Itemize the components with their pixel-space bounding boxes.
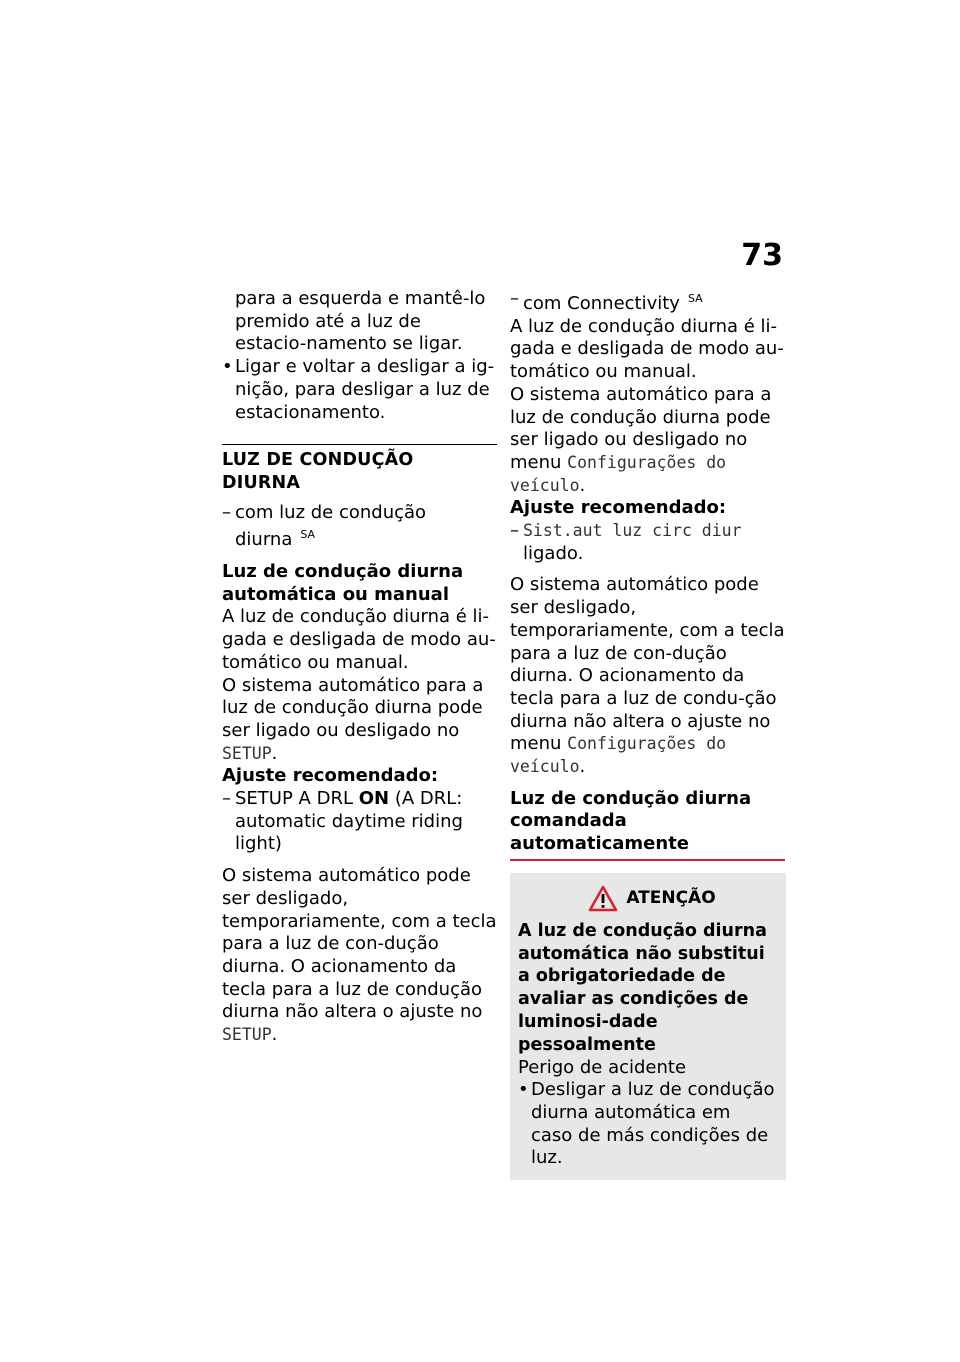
warning-title: ATENÇÃO	[518, 885, 776, 912]
warning-triangle-icon	[588, 885, 618, 912]
right-column	[510, 288, 785, 1180]
paragraph: A luz de condução diurna é li-gada e desligada de modo au-tomático ou manual.	[510, 315, 784, 383]
sub-heading: Luz de condução diurna comandada automaticamente	[510, 788, 785, 861]
paragraph: A luz de condução diurna é li-gada e desligada de modo au-tomático ou manual.	[222, 606, 496, 673]
dash-item: – SETUP A DRL ON (A DRL: automatic daytime riding light)	[222, 788, 463, 855]
paragraph: para a esquerda e mantê-lo premido até a luz de estacio-namento se ligar.	[235, 288, 486, 355]
left-column	[222, 288, 497, 1047]
bullet-item: • Desligar a luz de condução diurna automática em caso de más condições de luz.	[518, 1079, 775, 1169]
warning-box	[510, 873, 786, 1180]
dash-item: – com Connectivity $^{SA}$	[510, 288, 703, 314]
recommended-label: Ajuste recomendado:	[222, 765, 439, 787]
sub-heading: Luz de condução diurna automática ou manual	[222, 561, 464, 605]
paragraph: O sistema automático para a luz de condução diurna pode ser ligado ou desligado no SETUP.	[222, 674, 484, 764]
warning-subtitle: Perigo de acidente	[518, 1056, 687, 1078]
warning-heading: A luz de condução diurna automática não substitui a obrigatoriedade de avaliar as condições de luminosi-dade pessoalmente	[518, 920, 767, 1055]
dash-item: – com luz de condução diurna $^{SA}$	[222, 501, 427, 551]
page-number: 73	[741, 238, 783, 273]
section-heading: LUZ DE CONDUÇÃO DIURNA	[222, 444, 497, 494]
paragraph: O sistema automático pode ser desligado, temporariamente, com a tecla para a luz de con-dução diurna. O acionamento da tecla para a luz de condução diurna não altera o ajuste no SETUP.	[222, 865, 497, 1046]
bullet-item: • Ligar e voltar a desligar a ig-nição, para desligar a luz de estacionamento.	[222, 356, 495, 423]
paragraph: O sistema automático para a luz de condução diurna pode ser ligado ou desligado no menu Configurações do veículo.	[510, 383, 772, 496]
recommended-label: Ajuste recomendado:	[510, 497, 727, 519]
paragraph: O sistema automático pode ser desligado, temporariamente, com a tecla para a luz de con-dução diurna. O acionamento da tecla para a luz de condu-ção diurna não altera o ajuste no menu Configurações do veículo.	[510, 574, 785, 778]
dash-item: – Sist.aut luz circ diur ligado.	[510, 520, 742, 564]
